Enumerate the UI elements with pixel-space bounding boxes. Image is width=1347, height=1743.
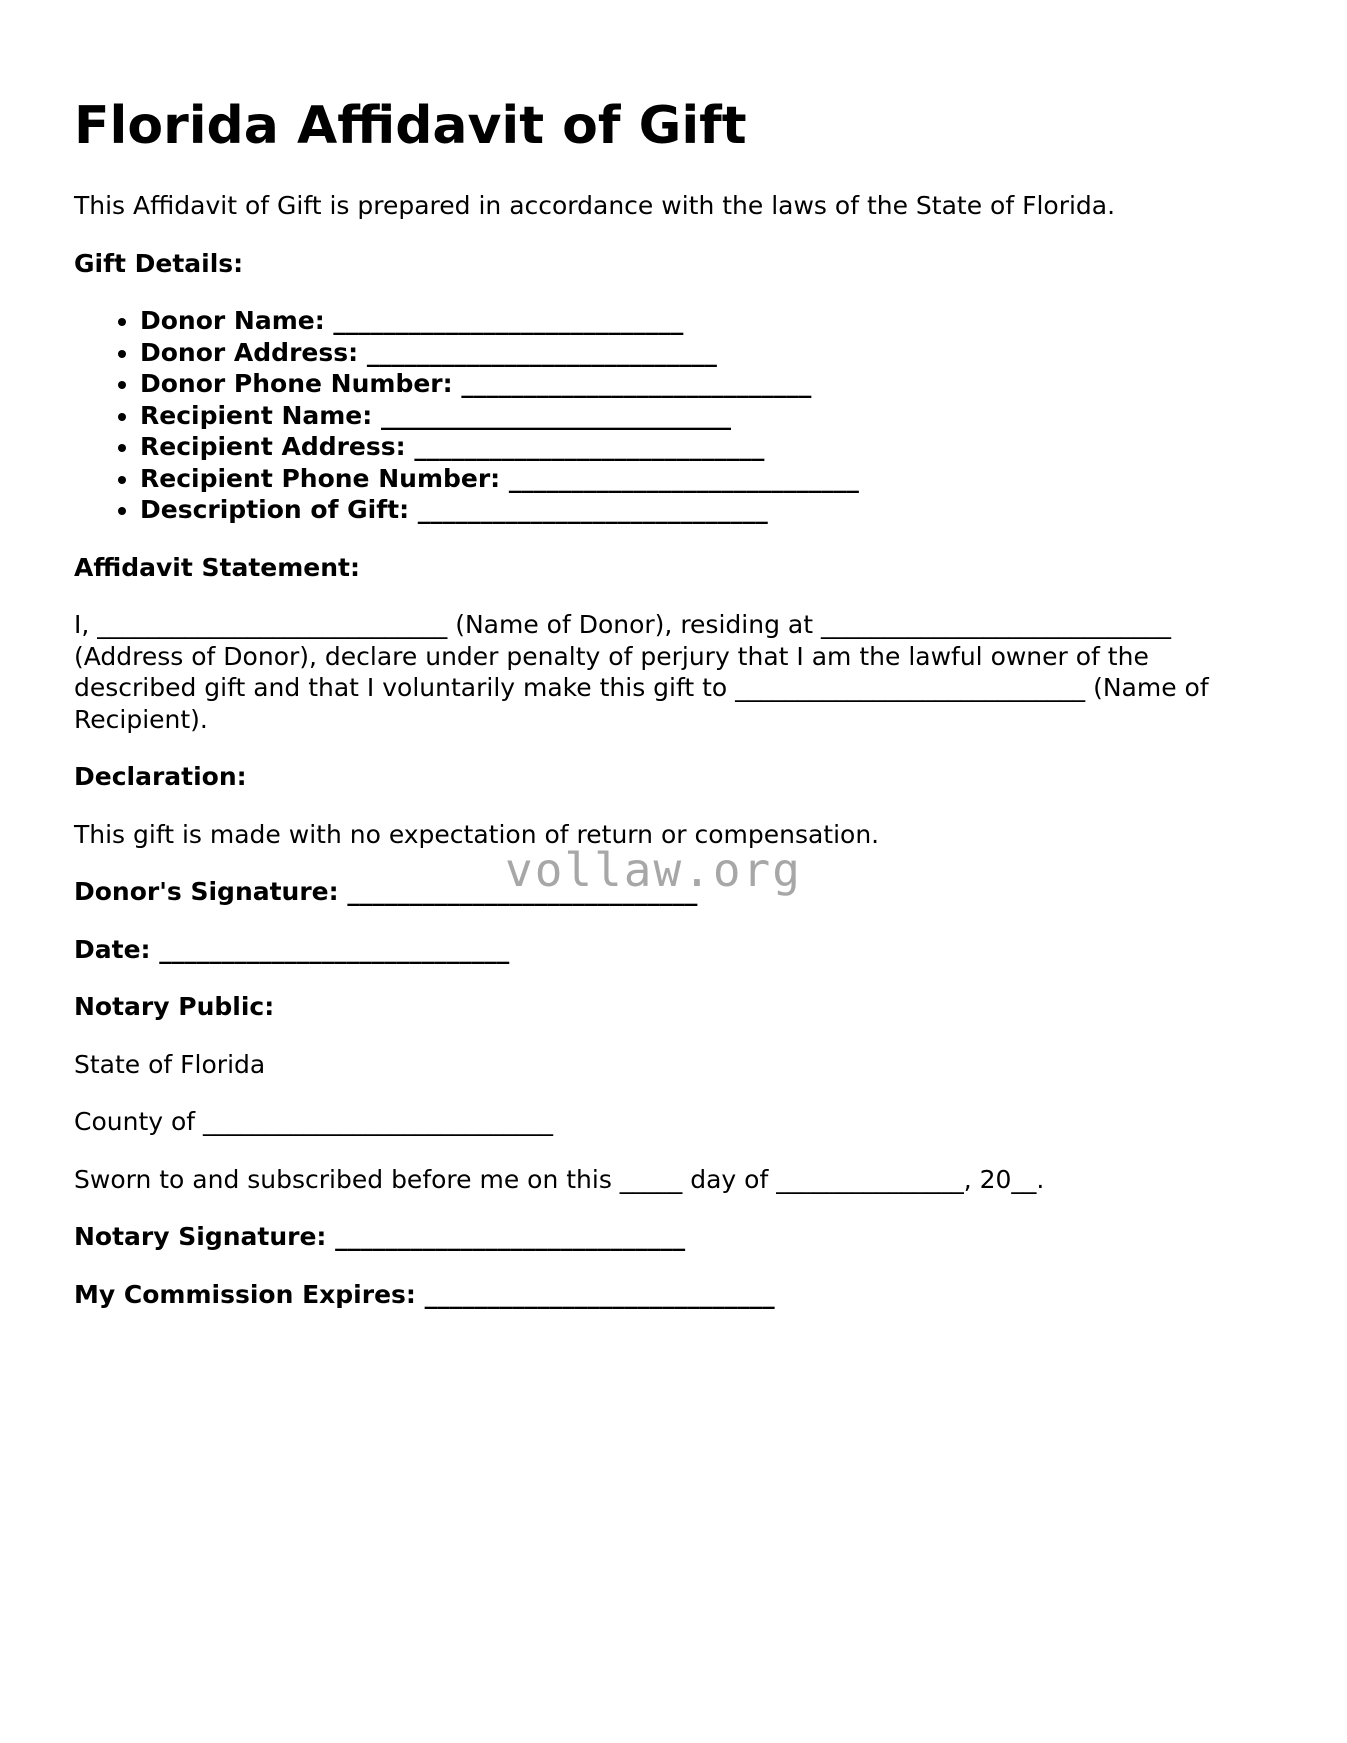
donor-address-field: • Donor Address: ____________________________: [140, 337, 1274, 369]
notary-county: County of ____________________________: [74, 1107, 554, 1136]
declaration-text: This gift is made with no expectation of return or compensation.: [74, 819, 880, 849]
document-title: Florida Affidavit of Gift: [74, 96, 747, 156]
affidavit-heading: Affidavit Statement:: [74, 552, 360, 582]
notary-signature-line: Notary Signature: ____________________________: [74, 1222, 686, 1251]
gift-details-list: [74, 305, 1274, 526]
intro-paragraph: This Affidavit of Gift is prepared in accordance with the laws of the State of Florida.: [74, 191, 1116, 220]
declaration-heading: Declaration:: [74, 762, 247, 791]
donor-phone-field: • Donor Phone Number: ____________________________: [140, 368, 1274, 400]
recipient-name-field: • Recipient Name: ____________________________: [140, 400, 1274, 432]
donor-signature-line: Donor's Signature: ____________________________: [74, 877, 698, 906]
recipient-phone-field: • Recipient Phone Number: ____________________________: [140, 463, 1274, 495]
gift-details-heading: Gift Details:: [74, 248, 244, 278]
donor-name-field: • Donor Name: ____________________________: [140, 305, 1274, 337]
date-line: Date: ____________________________: [74, 934, 510, 964]
commission-expires-line: My Commission Expires: ____________________________: [74, 1279, 775, 1309]
gift-description-field: • Description of Gift: ____________________________: [140, 494, 1274, 526]
recipient-address-field: • Recipient Address: ____________________________: [140, 431, 1274, 463]
notary-heading: Notary Public:: [74, 992, 275, 1021]
notary-sworn-statement: Sworn to and subscribed before me on this _____ day of _______________, 20__.: [74, 1164, 1045, 1194]
affidavit-statement: I, ____________________________ (Name of Donor), residing at ____________________________ (Address of Donor), declare under penalty of perjury that I am the lawful owner of the described gift and that I voluntarily make this gift to ____________________________ (Name of Recipient).: [74, 610, 1209, 734]
watermark: vollaw.org: [505, 843, 802, 897]
document-body: [74, 190, 1274, 1336]
notary-state: State of Florida: [74, 1049, 266, 1079]
